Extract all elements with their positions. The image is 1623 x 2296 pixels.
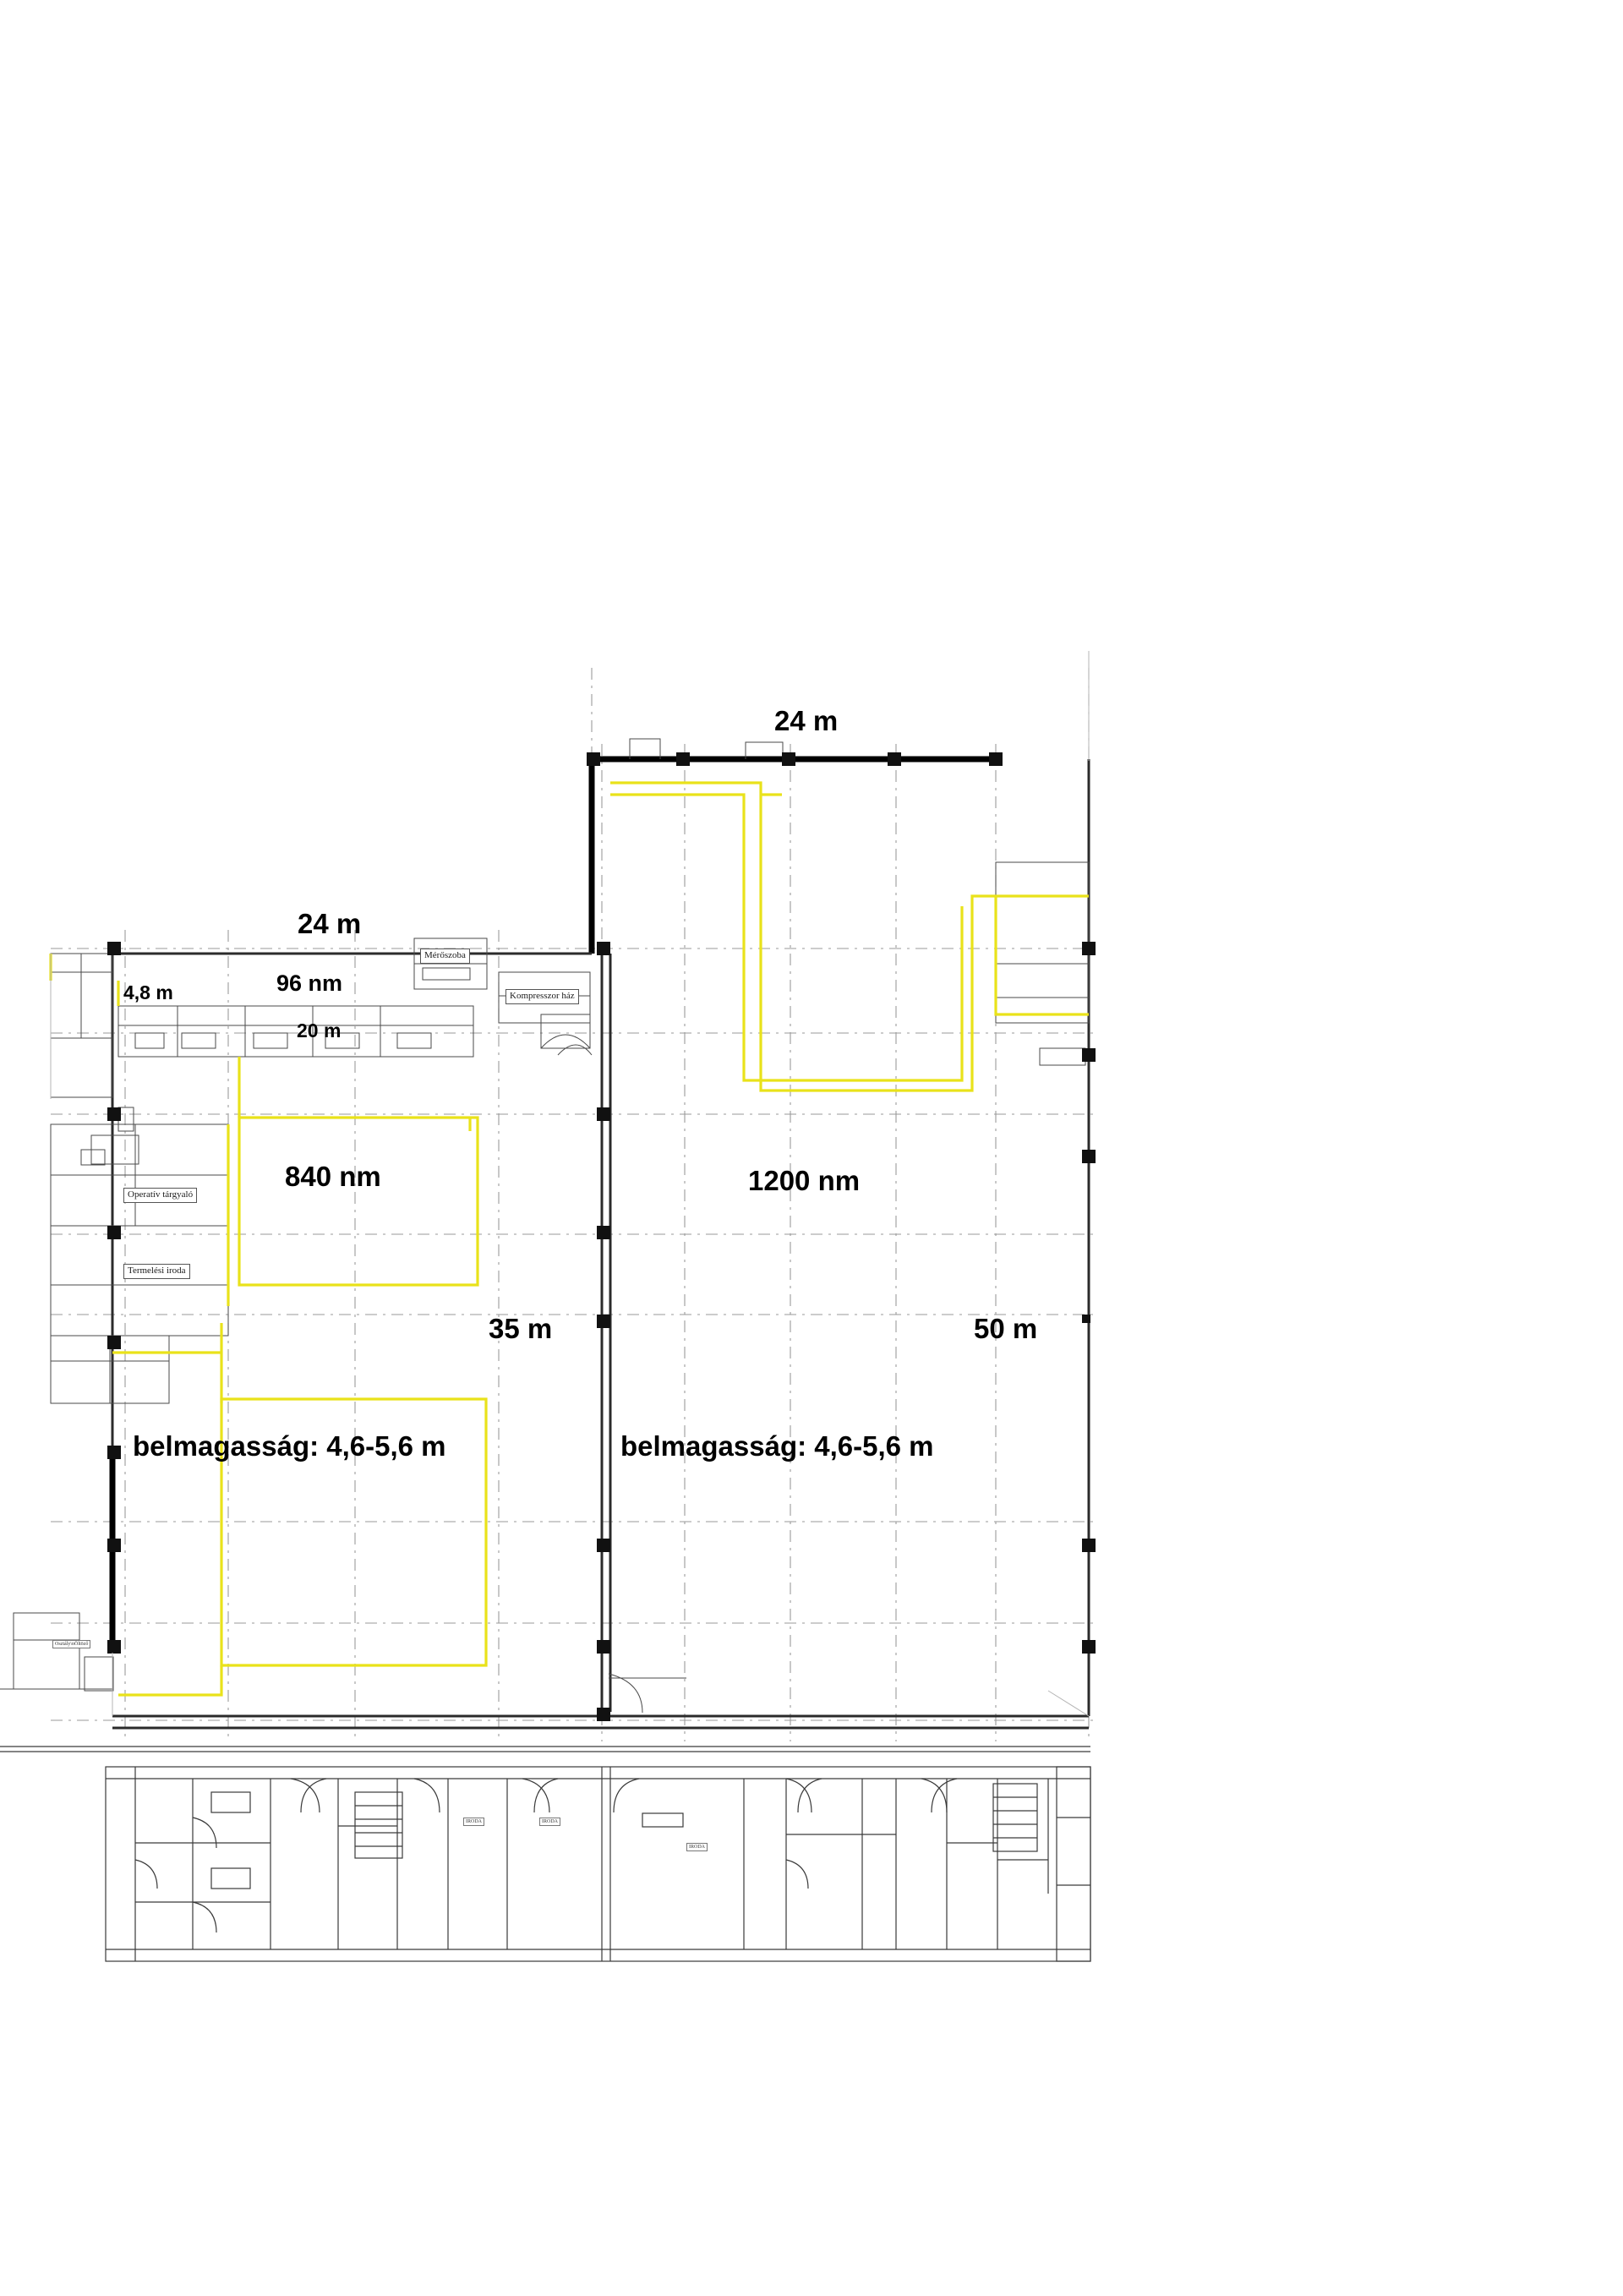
dimension-4-8m: 4,8 m xyxy=(123,981,173,1003)
grid-lines xyxy=(51,668,1099,1741)
main-walls xyxy=(112,759,996,1653)
office-wing xyxy=(0,1747,1090,1961)
micro-label-office-a: IRODA xyxy=(463,1818,484,1826)
micro-label-office-c: IRODA xyxy=(686,1843,708,1851)
dimension-50m: 50 m xyxy=(974,1313,1038,1344)
clear-height-right: belmagasság: 4,6-5,6 m xyxy=(620,1430,934,1462)
room-label-meroszoba: Mérőszoba xyxy=(420,948,470,964)
detail-linework xyxy=(0,739,1089,1713)
dimension-24m-top-left: 24 m xyxy=(298,908,362,939)
dimension-35m: 35 m xyxy=(489,1313,553,1344)
clear-height-left: belmagasság: 4,6-5,6 m xyxy=(133,1430,446,1462)
secondary-walls xyxy=(112,759,1089,1728)
dimension-20m: 20 m xyxy=(297,1020,342,1041)
dimension-24m-top-right: 24 m xyxy=(774,705,839,736)
micro-label-corner-room: Osztály\nÖltöző xyxy=(52,1640,90,1648)
area-840nm: 840 nm xyxy=(285,1161,381,1192)
room-label-operativ-targyalo: Operatív tárgyaló xyxy=(123,1188,197,1203)
area-96nm: 96 nm xyxy=(276,970,343,996)
micro-label-office-b: IRODA xyxy=(539,1818,560,1826)
construction-lines xyxy=(51,651,1089,1716)
area-1200nm: 1200 nm xyxy=(748,1165,861,1196)
room-label-termelesi-iroda: Termelési iroda xyxy=(123,1264,190,1279)
highlight-layout xyxy=(51,783,1089,1695)
room-label-kompresszor-haz: Kompresszor ház xyxy=(505,989,579,1004)
